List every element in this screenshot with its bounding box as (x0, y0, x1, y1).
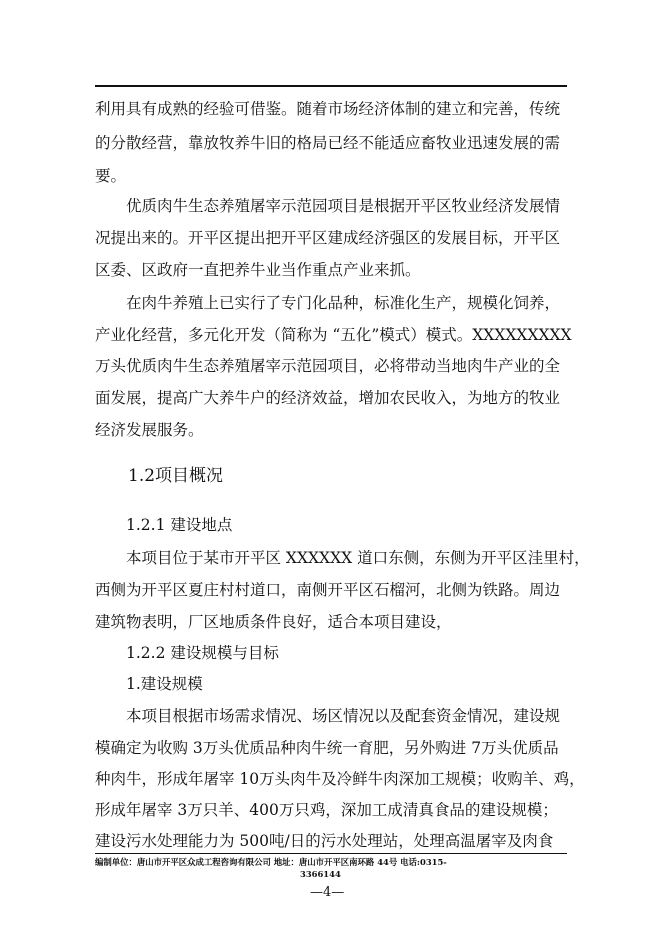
body-line: 本项目位于某市开平区 XXXXXX 道口东侧，东侧为开平区洼里村， (126, 549, 590, 567)
body-line: 优质肉牛生态养殖屠宰示范园项目是根据开平区牧业经济发展情 (126, 197, 561, 215)
body-line: 的分散经营，靠放牧养牛旧的格局已经不能适应畜牧业迅速发展的需 (95, 134, 561, 152)
body-line: 面发展，提高广大养牛户的经济效益，增加农民收入，为地方的牧业 (95, 389, 561, 407)
body-line: 建筑物表明，厂区地质条件良好，适合本项目建设， (95, 613, 452, 631)
footer-phone: 3366144 (300, 869, 341, 879)
body-line: 区委、区政府一直把养牛业当作重点产业来抓。 (95, 261, 421, 279)
footer-rule (95, 853, 567, 854)
subsection-heading: 1.2.1 建设地点 (126, 516, 233, 534)
body-line: 种肉牛，形成年屠宰 10万头肉牛及冷鲜牛肉深加工规模；收购羊、鸡， (95, 770, 585, 788)
body-line: 况提出来的。开平区提出把开平区建成经济强区的发展目标，开平区 (95, 229, 561, 247)
footer-info: 编制单位：唐山市开平区众成工程咨询有限公司 地址：唐山市开平区南环路 44号 电话:0315- (95, 857, 447, 867)
section-heading: 1.2项目概况 (128, 466, 224, 486)
body-line: 西侧为开平区夏庄村村道口，南侧开平区石榴河，北侧为铁路。周边 (95, 581, 561, 599)
page-number: —4— (310, 885, 345, 900)
body-line: 产业化经营，多元化开发（简称为 “五化”模式）模式。XXXXXXXXX (95, 326, 572, 344)
body-line: 万头优质肉牛生态养殖屠宰示范园项目，必将带动当地肉牛产业的全 (95, 357, 561, 375)
body-line: 形成年屠宰 3万只羊、400万只鸡，深加工成清真食品的建设规模； (95, 801, 558, 819)
body-line: 在肉牛养殖上已实行了专门化品种，标准化生产，规模化饲养， (126, 294, 561, 312)
header-rule (95, 85, 567, 87)
body-line: 要。 (95, 167, 127, 185)
sub-heading: 1.建设规模 (126, 675, 203, 693)
body-line: 本项目根据市场需求情况、场区情况以及配套资金情况，建设规 (126, 707, 561, 725)
body-line: 模确定为收购 3万头优质品种肉牛统一育肥，另外购进 7万头优质品 (95, 739, 559, 757)
body-line: 经济发展服务。 (95, 421, 204, 439)
body-line: 利用具有成熟的经验可借鉴。随着市场经济体制的建立和完善，传统 (95, 100, 561, 118)
body-line: 建设污水处理能力为 500吨/日的污水处理站，处理高温屠宰及肉食 (95, 832, 554, 850)
subsection-heading: 1.2.2 建设规模与目标 (126, 644, 279, 662)
